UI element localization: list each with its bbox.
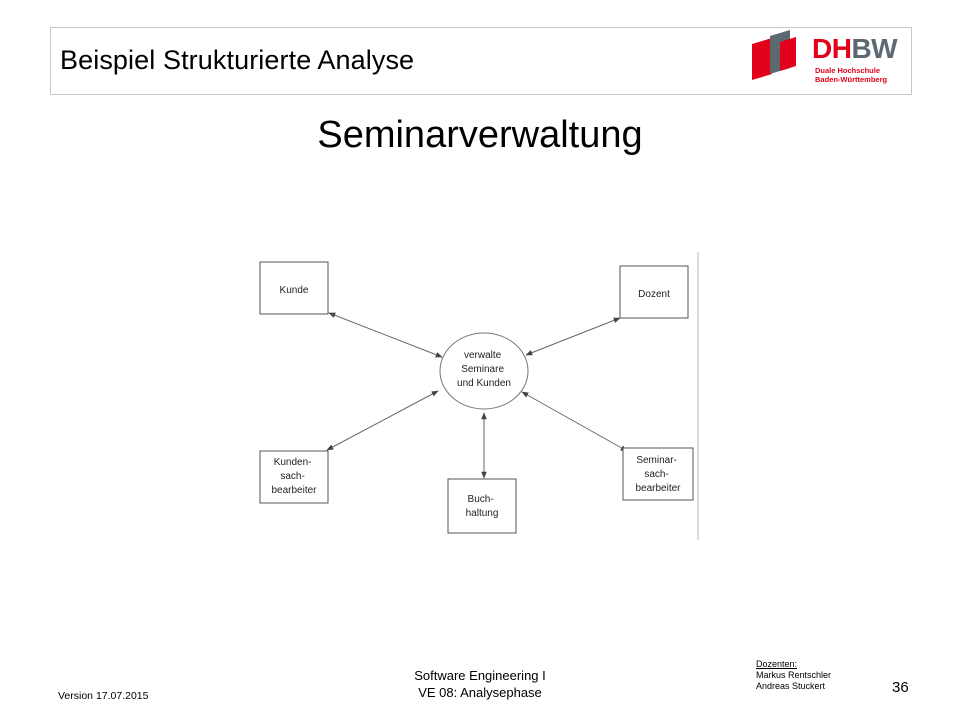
node-seminarsachbearbeiter-line3: bearbeiter <box>635 483 681 494</box>
node-kundensachbearbeiter-line1: Kunden- <box>273 457 312 468</box>
logo-red-shape-left <box>752 38 772 80</box>
node-buchhaltung <box>448 479 516 533</box>
footer-version: Version 17.07.2015 <box>58 690 149 702</box>
footer-lecturer-1: Markus Rentschler <box>756 670 832 680</box>
slide-title: Seminarverwaltung <box>317 114 643 156</box>
footer-lecturer-2: Andreas Stuckert <box>756 681 826 691</box>
process-label-line1: verwalte <box>463 350 502 361</box>
node-buchhaltung-line1: Buch- <box>467 494 494 505</box>
node-kunde-label <box>280 285 309 296</box>
footer-lecturers <box>756 659 831 692</box>
logo-wordmark-dh: DH <box>812 33 852 64</box>
node-dozent-label <box>638 289 670 300</box>
footer-course-line1: Software Engineering I <box>414 668 546 683</box>
logo-red-shape-right <box>780 37 796 71</box>
footer-lecturers-label: Dozenten: <box>756 659 798 669</box>
edge-dozent <box>526 318 620 355</box>
node-kundensachbearbeiter-line3: bearbeiter <box>271 485 317 496</box>
header-title: Beispiel Strukturierte Analyse <box>60 45 415 75</box>
logo-subtitle-line2: Baden-Württemberg <box>815 75 888 84</box>
edge-kunde <box>329 313 442 357</box>
node-buchhaltung-line2: haltung <box>465 508 499 519</box>
logo-wordmark-bw: BW <box>851 33 898 64</box>
node-seminarsachbearbeiter-line2: sach- <box>644 469 669 480</box>
node-kunde-line1: Kunde <box>279 285 309 296</box>
footer-course <box>380 667 580 701</box>
process-label <box>457 350 511 389</box>
node-kundensachbearbeiter-line2: sach- <box>280 471 305 482</box>
context-diagram <box>255 252 700 540</box>
process-label-line3: und Kunden <box>457 378 511 389</box>
logo-subtitle <box>815 66 887 84</box>
footer-course-line2: VE 08: Analysephase <box>418 685 542 700</box>
edge-seminarsachbearbeiter <box>522 392 627 451</box>
node-dozent-line1: Dozent <box>638 289 670 300</box>
page-number: 36 <box>892 679 909 696</box>
process-label-line2: Seminare <box>461 364 505 375</box>
logo-wordmark <box>812 34 897 64</box>
edge-kundensachbearbeiter <box>327 391 438 450</box>
node-seminarsachbearbeiter-line1: Seminar- <box>636 455 677 466</box>
logo-subtitle-line1: Duale Hochschule <box>815 66 881 75</box>
